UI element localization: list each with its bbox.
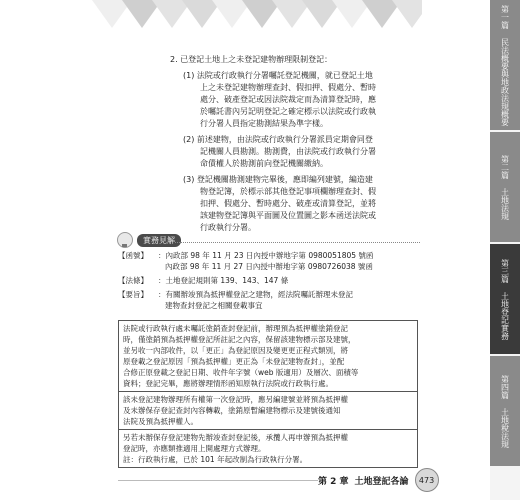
item-number: 2. — [170, 55, 178, 64]
sidebar-tab-part1[interactable] — [490, 0, 520, 130]
lightbulb-icon — [117, 232, 133, 248]
item-2 — [170, 54, 332, 66]
ref-gist — [118, 289, 412, 311]
text-line: (3) 登記機關勘測建物完畢後，應即編列建號，編造建 — [183, 175, 373, 184]
text-line: 登記時，亦應類推適用上開處理方式辦理。 — [123, 444, 266, 453]
text-line: 時，僅塗銷預為抵押權登記所註記之內容，保留該建物標示部及建號， — [123, 335, 356, 344]
sidebar-tab-label: 第一篇 民法概要與地政法規概要 — [500, 4, 510, 126]
ref-letter — [118, 250, 412, 272]
sub-item-1 — [183, 70, 413, 130]
text-line: 命債權人於勘測前向登記機關繳納。 — [200, 159, 328, 168]
text-line: 行分署人員指定勘測結果為準字樣。 — [200, 119, 328, 128]
ref-value: ：有關辦竣預為抵押權登記之建物，經法院囑託辦理未登記 — [158, 290, 353, 299]
sidebar-tab-part4[interactable] — [490, 356, 520, 466]
text-line: (1) 法院或行政執行分署囑託登記機關，就已登記土地 — [183, 71, 373, 80]
practice-badge: 實務見解 — [137, 234, 181, 247]
sidebar-tab-label: 第四篇 土地稅法規 — [500, 374, 510, 448]
explanation-box — [118, 320, 418, 468]
ref-label: 【要旨】 — [118, 290, 148, 299]
text-line: 及未辦保存登記查封內容轉載，塗銷原暫編建物標示及建號後通知 — [123, 406, 341, 415]
sub-item-3 — [183, 174, 413, 234]
ref-law — [118, 275, 412, 286]
sidebar-tab-part2[interactable] — [490, 132, 520, 242]
text-line: 於囑託書內另記明登記之確定標示以法院或行政執 — [200, 107, 376, 116]
text-line: 行政執行分署。 — [200, 223, 256, 232]
item-heading: 已登記土地上之未登記建物辦理限制登記： — [180, 55, 333, 64]
text-line: 法院及預為抵押權人。 — [123, 417, 198, 426]
ref-label: 【函號】 — [118, 251, 148, 260]
text-line: 另若未辦保存登記建物先辦竣查封登記後，承攬人再申辦預為抵押權 — [123, 433, 348, 442]
footer-rule — [118, 480, 318, 481]
header-decoration — [92, 0, 422, 50]
page-footer — [318, 468, 439, 492]
reference-block — [118, 250, 412, 311]
ref-label: 【法條】 — [118, 276, 148, 285]
divider — [119, 391, 417, 392]
text-line: 並另收一內部收件，以「更正」為登記原因及變更更正程式類別，將 — [123, 346, 348, 355]
text-line: 該未登記建物辦理所有權第一次登記時，應另編建號並將預為抵押權 — [123, 395, 348, 404]
text-line: 上之未登記建物辦理查封、假扣押、假處分、暫時 — [200, 83, 376, 92]
sidebar-tab-label: 第三篇 土地登記實務 — [500, 258, 510, 340]
chapter-sidebar — [490, 0, 520, 500]
text-line: 法院或行政執行處未囑託塗銷查封登記前，辦理預為抵押權塗銷登記 — [123, 324, 348, 333]
text-line: 該建物登記簿與平面圖及位置圖之影本函送法院或 — [200, 211, 376, 220]
text-line: 扣押、假處分、暫時處分、破產或清算登記，並將 — [200, 199, 376, 208]
page-number: 473 — [415, 468, 439, 492]
text-line: 合修正原登載之登記日期、收件年字號（web 版適用）及層次、面積等 — [123, 368, 359, 377]
ref-value: ：內政部 98 年 11 月 23 日內授中辦地字第 0980051805 號函 — [158, 251, 374, 260]
text-line: 處分、破產登記或因法院裁定而為清算登記時，應 — [200, 95, 376, 104]
practice-header — [117, 232, 181, 248]
divider — [175, 242, 420, 243]
ref-value: 內政部 98 年 11 月 27 日內授中辦地字第 0980726038 號函 — [165, 262, 373, 271]
divider — [119, 429, 417, 430]
sidebar-tab-part3[interactable] — [490, 244, 520, 354]
footnote: 註：行政執行處，已於 101 年起改制為行政執行分署。 — [123, 455, 308, 464]
text-line: 記機關人員勘測。勘測費，由法院或行政執行分署 — [200, 147, 376, 156]
text-line: 資料；登記完畢，應將辦理情形函知原執行法院或行政執行處。 — [123, 379, 333, 388]
chapter-number: 第 2 章 — [318, 476, 349, 487]
ref-value: 建物查封登記之相關登載事宜 — [165, 301, 263, 310]
text-line: 物登記簿，於標示部其他登記事項欄辦理查封、假 — [200, 187, 376, 196]
text-line: 原登載之登記原因「預為抵押權」更正為「未登記建物查封」，並配 — [123, 357, 345, 366]
ref-value: ：土地登記規則第 139、143、147 條 — [158, 276, 289, 285]
sidebar-tab-label: 第二篇 土地法規 — [500, 154, 510, 220]
sub-item-2 — [183, 134, 413, 170]
chapter-title: 土地登記各論 — [354, 476, 409, 487]
text-line: (2) 前述建物，由法院或行政執行分署派員定期會同登 — [183, 135, 373, 144]
